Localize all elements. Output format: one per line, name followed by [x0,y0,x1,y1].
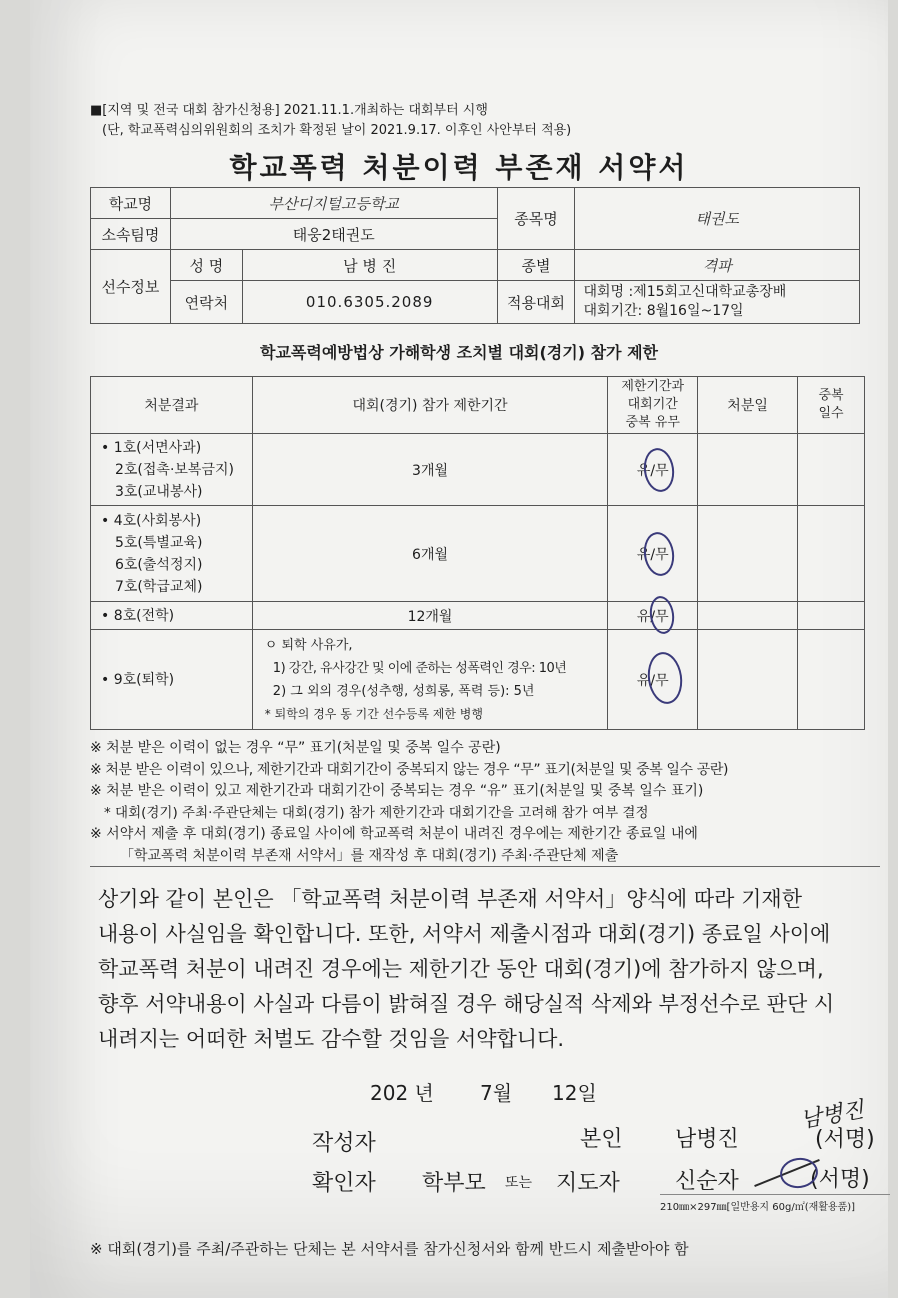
contact-label: 연락처 [170,281,242,324]
overlap-cell [608,506,698,602]
paper-spec: 210㎜×297㎜[일반용지 60g/㎡(재활용품)] [660,1202,856,1213]
col-days-1: 중복 [818,388,844,403]
school-label: 학교명 [91,188,171,219]
sport-value: 태권도 [575,188,860,250]
or-label: 또는 [505,1175,533,1191]
coach-label: 지도자 [556,1171,620,1196]
date-year: 202 년 [370,1081,434,1105]
oath-line: 내려지는 어떠한 처벌도 감수할 것임을 서약합니다. [98,1027,565,1051]
period-cell: 3개월 [252,434,607,506]
note-line: 「학교폭력 처분이력 부존재 서약서」를 재작성 후 대회(경기) 주최·주관단체 제출 [120,847,619,864]
oath-line: 내용이 사실임을 확인합니다. 또한, 서약서 제출시점과 대회(경기) 종료일 사이에 [98,922,831,946]
overlap-value: 유/무 [636,608,669,625]
list-item: • 9호(퇴학) [101,669,246,691]
col-overlap-1: 제한기간과 [621,379,685,394]
coach-sign-label: (서명) [810,1167,870,1192]
restriction-table [90,376,865,730]
expulsion-line-2: 1) 강간, 유사강간 및 이에 준하는 성폭력인 경우: 10년 [272,660,567,676]
hand-circle-mark [645,650,686,706]
date-cell [698,506,798,602]
notes-block [90,738,728,867]
table-row [91,602,865,630]
table-row [91,506,865,602]
self-name: 남병진 [675,1127,739,1152]
hand-circle-mark [641,446,677,494]
list-item: • 1호(서면사과) [101,437,246,459]
note-line: ※ 서약서 제출 후 대회(경기) 종료일 사이에 학교폭력 처분이 내려진 경우에는 제한기간 종료일 내에 [90,826,698,842]
document-title: 학교폭력 처분이력 부존재 서약서 [229,151,689,184]
self-handwritten-signature: 남병진 [798,1097,866,1134]
period-cell: 6개월 [252,506,607,602]
oath-line: 향후 서약내용이 사실과 다름이 밝혀질 경우 해당실적 삭제와 부정선수로 판단 시 [98,992,835,1016]
note-line: ※ 처분 받은 이력이 있고 제한기간과 대회기간이 중복되는 경우 “유” 표기(처분일 및 중복 일수 표기) [90,783,704,799]
overlap-value: 유/무 [636,546,669,563]
overlap-value: 유/무 [636,672,669,689]
document-page [30,0,888,1298]
note-line: ※ 처분 받은 이력이 없는 경우 “무” 표기(처분일 및 중복 일수 공란) [90,740,501,756]
expulsion-line-3: 2) 그 외의 경우(성추행, 성희롱, 폭력 등): 5년 [272,683,535,699]
days-cell [798,602,865,630]
event-label: 종별 [497,250,575,281]
days-cell [798,630,865,730]
date-cell [698,602,798,630]
team-label: 소속팀명 [91,219,171,250]
overlap-cell [608,630,698,730]
header-line-2: (단, 학교폭력심의위원회의 조치가 확정된 날이 2021.9.17. 이후인 사안부터 적용) [102,123,572,138]
col-overlap-3: 중복 유무 [625,415,680,430]
expulsion-line-4: * 퇴학의 경우 동 기간 선수등록 제한 병행 [264,706,483,721]
player-label: 선수정보 [91,250,171,324]
col-date: 처분일 [698,377,798,434]
col-overlap [608,377,698,434]
competition-name: 대회명 :제15회고신대학교총장배 [583,284,787,300]
name-value: 남 병 진 [242,250,497,281]
spec-divider [660,1194,890,1195]
list-item: 6호(출석정지) [115,556,203,573]
writer-label: 작성자 [312,1131,376,1156]
result-cell [91,602,253,630]
confirm-label: 확인자 [312,1171,376,1196]
result-cell [91,506,253,602]
oath-text [98,882,834,1057]
col-days-2: 일수 [818,406,844,421]
list-item: 3호(교내봉사) [115,483,203,500]
col-result: 처분결과 [91,377,253,434]
date-cell [698,434,798,506]
overlap-cell [608,602,698,630]
competition-period: 대회기간: 8월16일~17일 [583,303,744,319]
contact-value: 010.6305.2089 [242,281,497,324]
oath-line: 학교폭력 처분이 내려진 경우에는 제한기간 동안 대회(경기)에 참가하지 않으며, [98,957,824,981]
competition-cell [575,281,860,324]
list-item: 5호(특별교육) [115,534,203,551]
date-month: 7월 [480,1081,513,1105]
list-item: • 4호(사회봉사) [101,510,246,532]
col-overlap-2: 대회기간 [627,397,678,412]
note-line: ※ 처분 받은 이력이 있으나, 제한기간과 대회기간이 중복되지 않는 경우 “무” 표기(처분일 및 중복 일수 공란) [90,761,729,778]
result-cell [91,434,253,506]
overlap-cell [608,434,698,506]
oath-line: 상기와 같이 본인은 「학교폭력 처분이력 부존재 서약서」양식에 따라 기재한 [98,887,802,911]
overlap-value: 유/무 [636,462,669,479]
note-line: * 대회(경기) 주최·주관단체는 대회(경기) 참가 제한기간과 대회기간을 고려해 참가 여부 결정 [104,804,649,821]
hand-circle-mark [641,530,677,578]
list-item: • 8호(전학) [101,605,246,627]
list-item: 7호(학급교체) [115,578,203,595]
divider [90,866,880,867]
self-label: 본인 [580,1127,623,1152]
name-label: 성 명 [170,250,242,281]
expulsion-period-cell [252,630,607,730]
info-table [90,187,860,324]
date-day: 12일 [552,1081,597,1105]
date-cell [698,630,798,730]
parent-label: 학부모 [422,1171,486,1196]
header-line-1: ■[지역 및 전국 대회 참가신청용] 2021.11.1.개최하는 대회부터 시행 [90,103,488,118]
result-cell [91,630,253,730]
list-item: 2호(접촉·보복금지) [115,461,234,478]
days-cell [798,434,865,506]
competition-label: 적용대회 [497,281,575,324]
restriction-subtitle: 학교폭력예방법상 가해학생 조치별 대회(경기) 참가 제한 [260,343,658,362]
col-period: 대회(경기) 참가 제한기간 [252,377,607,434]
event-value: 격파 [575,250,860,281]
table-row [91,630,865,730]
sport-label: 종목명 [497,188,575,250]
days-cell [798,506,865,602]
team-value: 태웅2태권도 [170,219,497,250]
school-value: 부산디지털고등학교 [170,188,497,219]
table-row [91,434,865,506]
coach-name: 신순자 [675,1169,739,1194]
period-cell: 12개월 [252,602,607,630]
self-sign-label: (서명) [815,1127,875,1152]
col-days [798,377,865,434]
footer-note: ※ 대회(경기)를 주최/주관하는 단체는 본 서약서를 참가신청서와 함께 반드시 제출받아야 함 [90,1240,689,1258]
expulsion-line-1: ㅇ 퇴학 사유가, [264,637,353,653]
